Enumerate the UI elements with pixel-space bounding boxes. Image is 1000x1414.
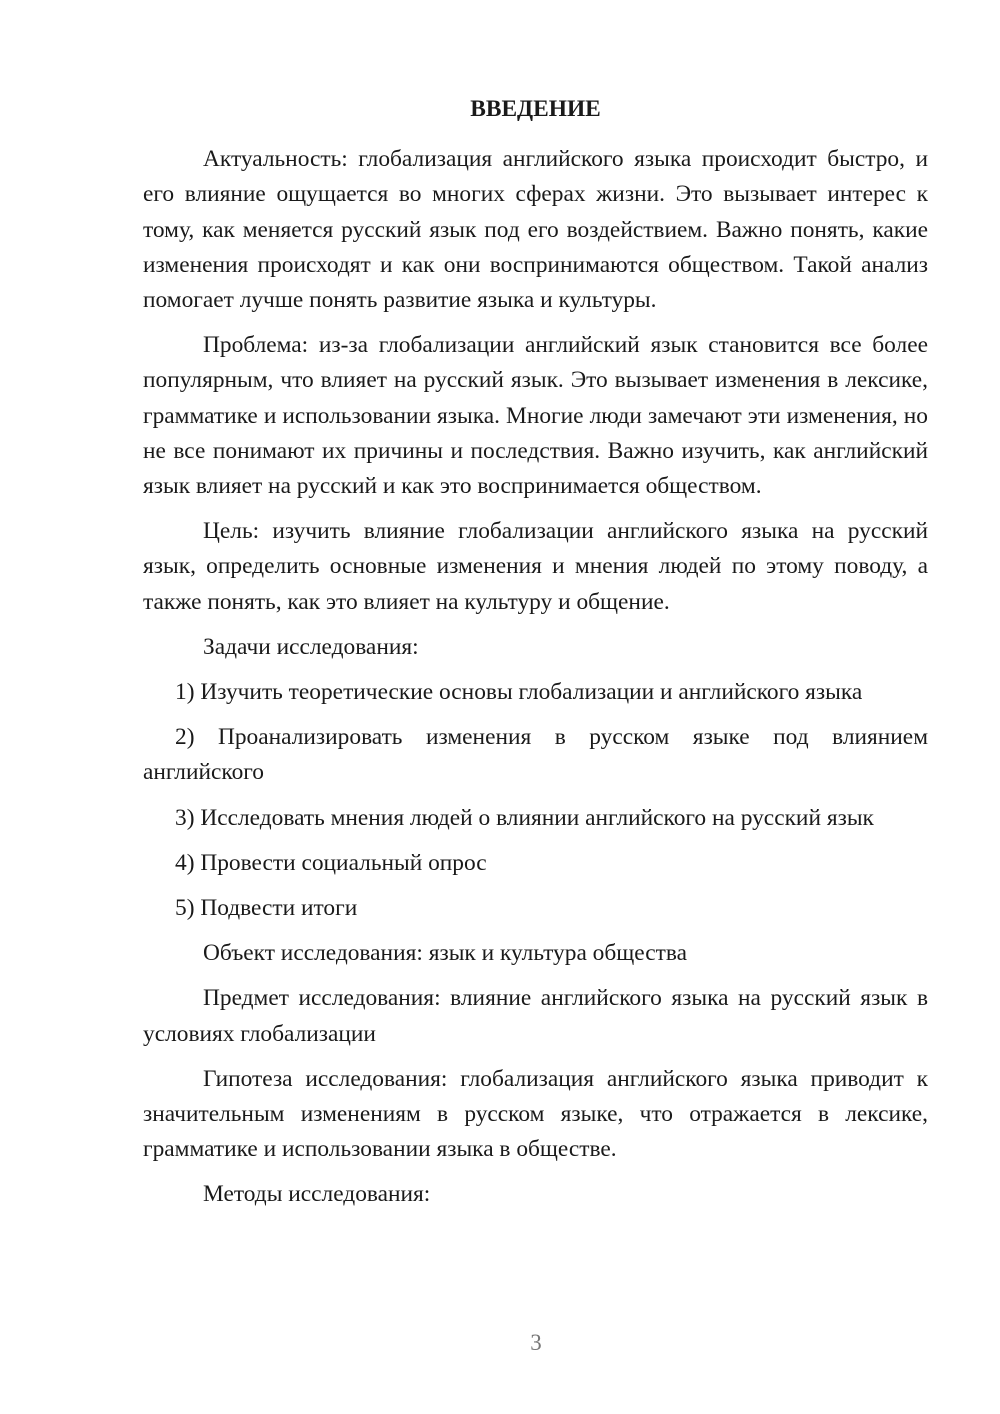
- task-item: 1) Изучить теоретические основы глобализации и английского языка: [175, 679, 863, 706]
- task-item: 3) Исследовать мнения людей о влиянии английского на русский язык: [175, 804, 874, 831]
- paragraph-subject: Предмет исследования: влияние английского языка на русский язык в условиях глобализации: [143, 985, 928, 1047]
- task-item: 4) Провести социальный опрос: [175, 849, 487, 876]
- page-number: 3: [530, 1330, 542, 1355]
- tasks-heading: Задачи исследования:: [203, 633, 419, 660]
- section-title: ВВЕДЕНИЕ: [470, 96, 601, 122]
- methods-heading: Методы исследования:: [203, 1181, 431, 1208]
- paragraph-hypothesis: Гипотеза исследования: глобализация английского языка приводит к значительным изменениям в русском языке, что отражается в лексике, грамматике и использовании языка в обществе.: [143, 1065, 928, 1163]
- task-item: 2) Проанализировать изменения в русском языке под влиянием английского: [143, 724, 928, 786]
- paragraph-object: Объект исследования: язык и культура общества: [203, 940, 687, 967]
- page-body: [143, 92, 928, 1223]
- paragraph-problem: Проблема: из-за глобализации английский язык становится все более популярным, что влияет на русский язык. Это вызывает изменения в лексике, грамматике и использовании языка. Многие люди замечают эти изменения, но не все понимают их причины и последствия. Важно изучить, как английский язык влияет на русский и как это воспринимается обществом.: [143, 332, 928, 500]
- paragraph-goal: Цель: изучить влияние глобализации английского языка на русский язык, определить основные изменения и мнения людей по этому поводу, а также понять, как это влияет на культуру и общение.: [143, 518, 928, 615]
- task-item: 5) Подвести итоги: [175, 895, 358, 922]
- paragraph-relevance: Актуальность: глобализация английского языка происходит быстро, и его влияние ощущается во многих сферах жизни. Это вызывает интерес к тому, как меняется русский язык под его воздействием. Важно понять, какие изменения происходят и как они воспринимаются обществом. Такой анализ помогает лучше понять развитие языка и культуры.: [143, 146, 928, 314]
